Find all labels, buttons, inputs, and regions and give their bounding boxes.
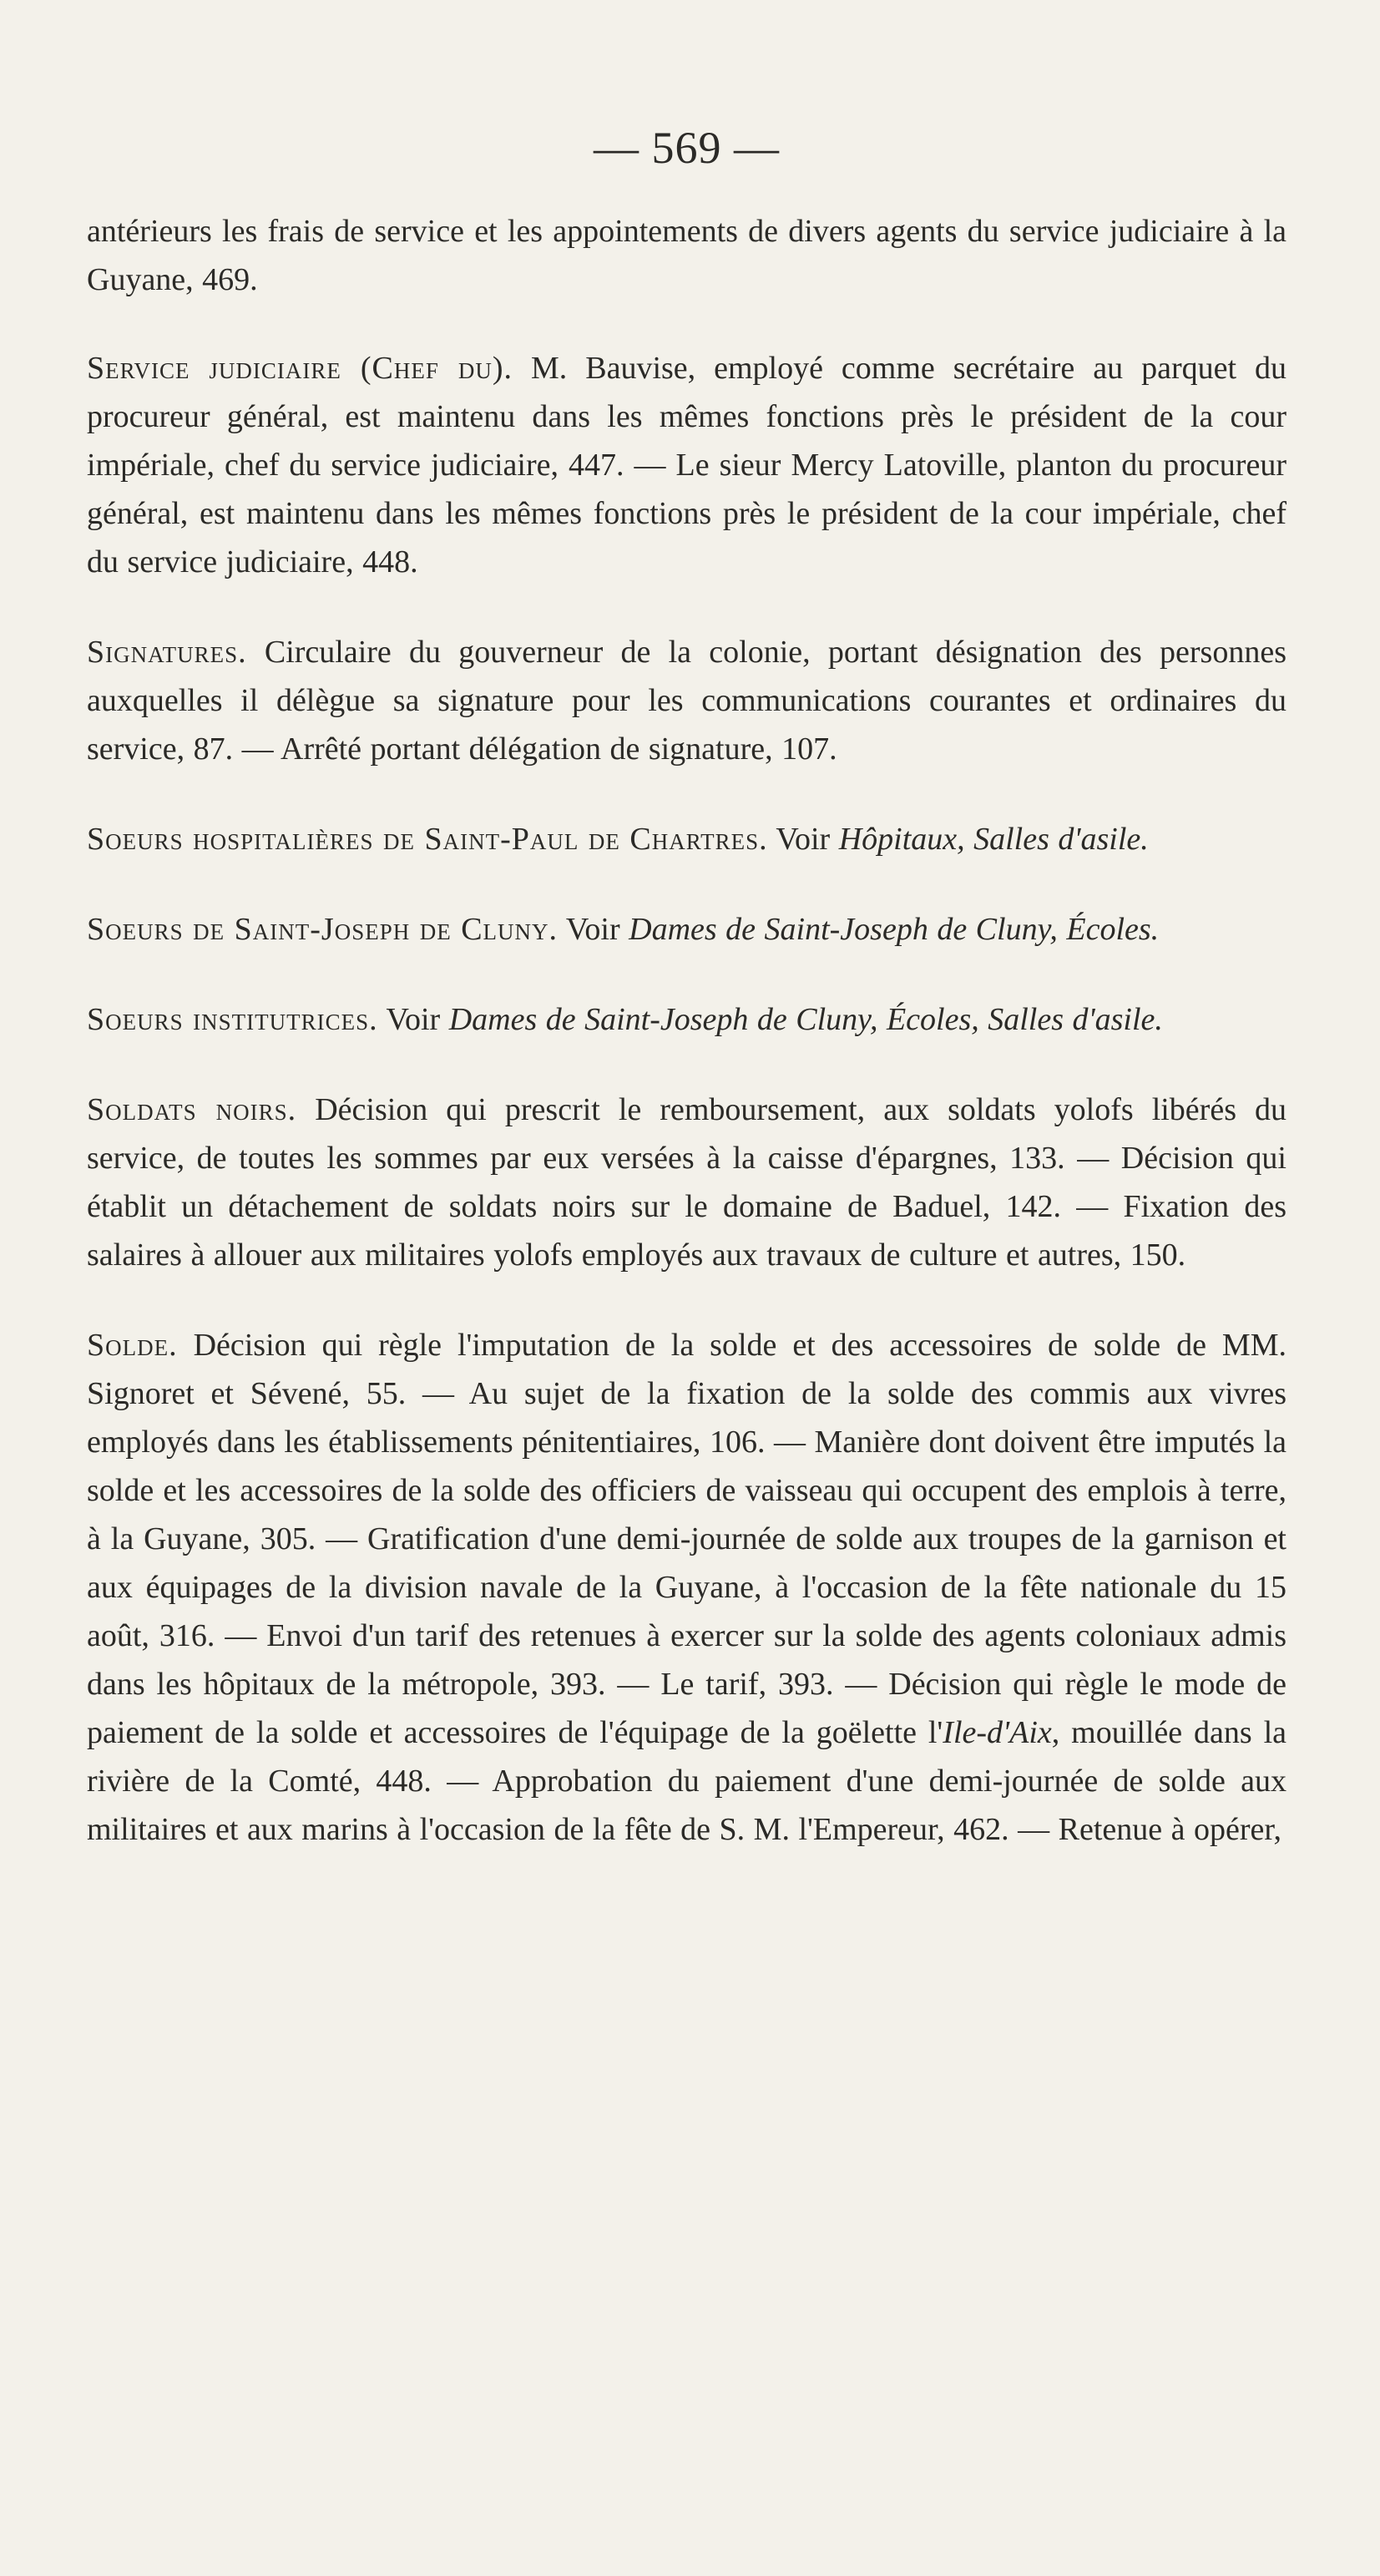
entry-cross-reference: Hôpitaux, Salles d'asile. — [838, 822, 1149, 857]
page-number: — 569 — — [594, 123, 780, 173]
entry-heading: Signatures. — [87, 635, 247, 670]
entry-text: antérieurs les frais de service et les appointements de divers agents du service judiciaire à la Guyane, 469. — [87, 214, 1286, 297]
entry-cross-reference: Dames de Saint-Joseph de Cluny, Écoles, Salles d'asile. — [448, 1002, 1163, 1037]
index-entry-soeurs-hospitalieres — [87, 815, 1286, 863]
entry-heading: Soldats noirs. — [87, 1092, 297, 1127]
entry-text: Voir — [558, 912, 629, 947]
entry-heading: Service judiciaire (Chef du). — [87, 351, 513, 386]
entry-text: Décision qui règle l'imputation de la solde et des accessoires de solde de MM. Signoret et Sévené, 55. — Au sujet de la fixation de la solde des commis aux vivres employés dans les établissements pénitentiaires, 106. — Manière dont doivent être imputés la solde et les accessoires de la solde des officiers de vaisseau qui occupent des emplois à terre, à la Guyane, 305. — Gratification d'une demi-journée de solde aux troupes de la garnison et aux équipages de la division navale de la Guyane, à l'occasion de la fête nationale du 15 août, 316. — Envoi d'un tarif des retenues à exercer sur la solde des agents coloniaux admis dans les hôpitaux de la métropole, 393. — Le tarif, 393. — Décision qui règle le mode de paiement de la solde et accessoires de l'équipage de la goëlette l' — [87, 1328, 1286, 1750]
index-entry-solde — [87, 1321, 1286, 1854]
entry-text: Circulaire du gouverneur de la colonie, portant désignation des personnes auxquelles il délègue sa signature pour les communications courantes et ordinaires du service, 87. — Arrêté portant délégation de signature, 107. — [87, 635, 1286, 767]
index-entry-soeurs-institutrices — [87, 995, 1286, 1044]
index-entry-soldats-noirs — [87, 1086, 1286, 1279]
entry-text: Voir — [377, 1002, 449, 1037]
entry-text: Décision qui prescrit le remboursement, aux soldats yolofs libérés du service, de toutes les sommes par eux versées à la caisse d'épargnes, 133. — Décision qui établit un détachement de soldats noirs sur le domaine de Baduel, 142. — Fixation des salaires à allouer aux militaires yolofs employés aux travaux de culture et autres, 150. — [87, 1092, 1287, 1273]
entry-text-continued: , mouillée dans la rivière de la Comté, 448. — Approbation du paiement d'une demi-journée de solde aux militaires et aux marins à l'occasion de la fête de S. M. l'Empereur, 462. — Retenue à opérer, — [87, 1715, 1287, 1847]
entry-heading: Soeurs hospitalières de Saint-Paul de Chartres. — [87, 822, 768, 857]
entry-heading: Soeurs institutrices. — [87, 1002, 378, 1037]
entry-cross-reference: Ile-d'Aix — [943, 1715, 1052, 1750]
entry-heading: Soeurs de Saint-Joseph de Cluny. — [87, 912, 559, 947]
index-entry-soeurs-saint-joseph — [87, 905, 1286, 954]
index-entry-continuation — [87, 207, 1286, 304]
entry-heading: Solde. — [87, 1328, 178, 1363]
entry-text: M. Bauvise, employé comme secrétaire au parquet du procureur général, est maintenu dans les mêmes fonctions près le président de la cour impériale, chef du service judiciaire, 447. — Le sieur Mercy Latoville, planton du procureur général, est maintenu dans les mêmes fonctions près le président de la cour impériale, chef du service judiciaire, 448. — [87, 351, 1286, 579]
entry-text: Voir — [767, 822, 839, 857]
index-entry-signatures — [87, 628, 1286, 773]
index-entry-service-judiciaire — [87, 344, 1286, 586]
entry-cross-reference: Dames de Saint-Joseph de Cluny, Écoles. — [629, 912, 1160, 947]
